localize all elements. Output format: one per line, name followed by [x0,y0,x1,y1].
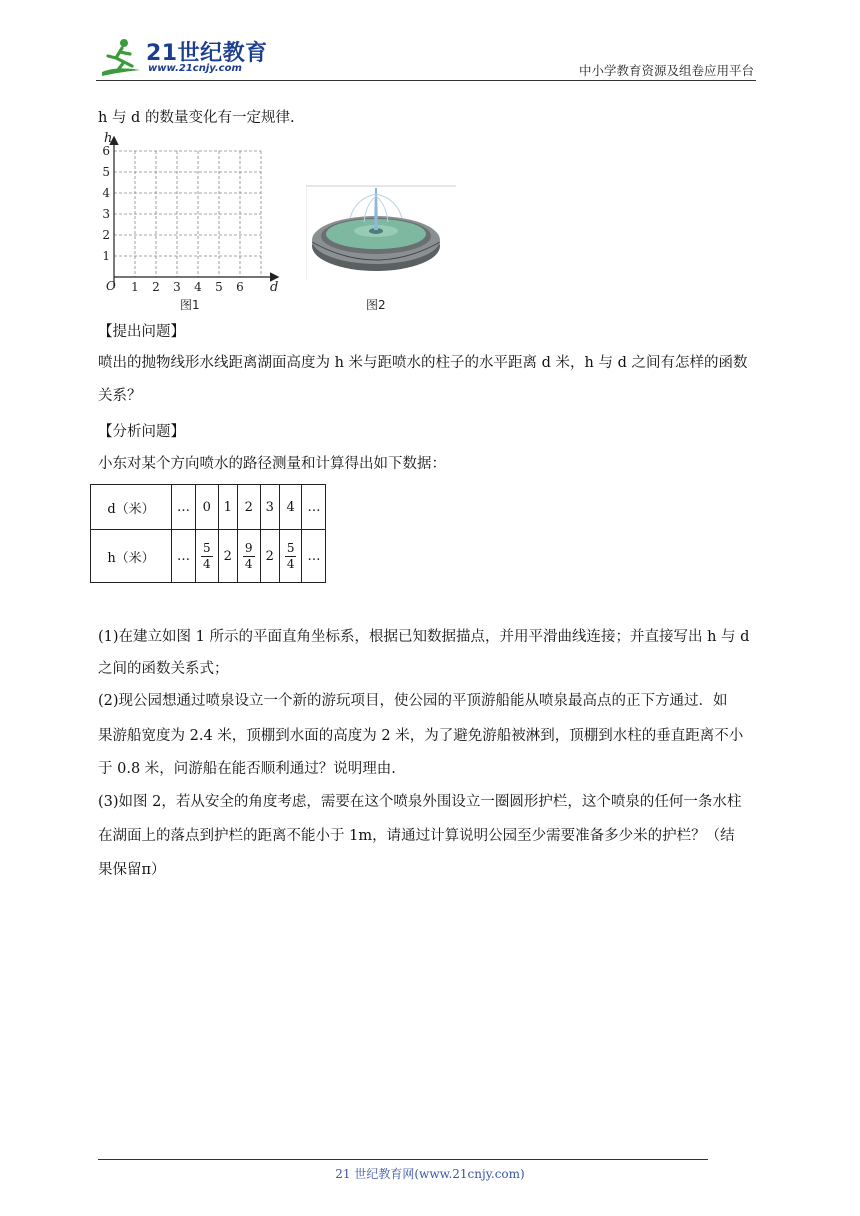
fraction-denominator: 4 [203,556,211,571]
table-cell [237,530,260,583]
fraction [201,541,213,572]
footer-text: 21 世纪教育网(www.21cnjy.com) [335,1167,525,1181]
footer-divider [98,1159,708,1160]
table-header-h: h（米） [91,530,172,583]
x-tick-label: 2 [152,280,160,294]
figure1-coordinate-grid [92,128,284,312]
q1-line-1: (1)在建立如图 1 所示的平面直角坐标系，根据已知数据描点，并用平滑曲线连接；并直接写出 h 与 d [98,629,750,645]
y-tick-label: 3 [102,207,110,221]
q2-line-1: (2)现公园想通过喷泉设立一个新的游玩项目，使公园的平顶游船能从喷泉最高点的正下方通过．如 [98,693,728,709]
table-cell: 3 [260,485,279,530]
table-cell [196,530,219,583]
x-tick-label: 4 [194,280,202,294]
section-title-propose: 【提出问题】 [98,324,185,340]
q2-line-2: 果游船宽度为 2.4 米，顶棚到水面的高度为 2 米，为了避免游船被淋到，顶棚到水柱的垂直距离不小 [98,728,744,744]
table-cell [279,530,302,583]
runner-logo-icon [96,36,146,80]
y-tick-label: 6 [102,144,110,158]
y-tick-label: 4 [102,186,110,200]
figure2-fountain-image [306,184,456,292]
q3-line-3: 果保留π） [98,862,166,878]
table-row [91,485,326,530]
table-cell: … [172,530,196,583]
table-cell: … [172,485,196,530]
fraction [243,541,255,572]
q2-line-3: 于 0.8 米，问游船在能否顺利通过？说明理由. [98,761,396,777]
table-cell: 1 [218,485,237,530]
site-logo [96,36,266,80]
y-tick-label: 5 [102,165,110,179]
analysis-intro: 小东对某个方向喷水的路径测量和计算得出如下数据： [98,456,446,472]
table-cell: 2 [218,530,237,583]
x-tick-label: 1 [131,280,139,294]
figure2-caption: 图2 [366,298,386,312]
q3-line-2: 在湖面上的落点到护栏的距离不能小于 1m，请通过计算说明公园至少需要准备多少米的护栏？（结 [98,828,735,844]
y-axis-label: h [104,131,113,146]
figure1-caption: 图1 [180,298,200,312]
header-divider [96,80,756,81]
table-cell: 0 [196,485,219,530]
y-tick-label: 1 [102,249,110,263]
y-tick-label: 2 [102,228,110,242]
origin-label: O [106,279,116,293]
intro-text: h 与 d 的数量变化有一定规律. [98,110,295,126]
q1-line-2: 之间的函数关系式； [98,661,229,677]
fraction-numerator: 5 [286,540,295,555]
fraction-denominator: 4 [244,556,253,571]
table-cell: … [302,485,326,530]
question-line-1: 喷出的抛物线形水线距离湖面高度为 h 米与距喷水的柱子的水平距离 d 米，h 与 d 之间有怎样的函数 [98,355,748,371]
x-axis-label: d [270,280,279,295]
table-header-d: d（米） [91,485,172,530]
header-platform-name: 中小学教育资源及组卷应用平台 [578,63,754,78]
section-title-analyze: 【分析问题】 [98,424,185,440]
table-cell: 2 [260,530,279,583]
table-row [91,530,326,583]
x-tick-label: 5 [215,280,223,294]
table-cell: … [302,530,326,583]
logo-brand-text: 21世纪教育 [146,41,268,66]
q3-line-1: (3)如图 2，若从安全的角度考虑，需要在这个喷泉外围设立一圈圆形护栏，这个喷泉的任何一条水柱 [98,794,742,810]
fraction-numerator: 5 [203,540,211,555]
logo-url-text: www.21cnjy.com [148,63,242,74]
x-tick-label: 6 [236,280,244,294]
fraction-denominator: 4 [286,556,295,571]
x-tick-label: 3 [173,280,181,294]
fraction-numerator: 9 [244,540,253,555]
question-line-2: 关系？ [98,388,142,404]
table-cell: 2 [237,485,260,530]
fraction [285,541,297,572]
data-table [90,484,326,583]
table-cell: 4 [279,485,302,530]
